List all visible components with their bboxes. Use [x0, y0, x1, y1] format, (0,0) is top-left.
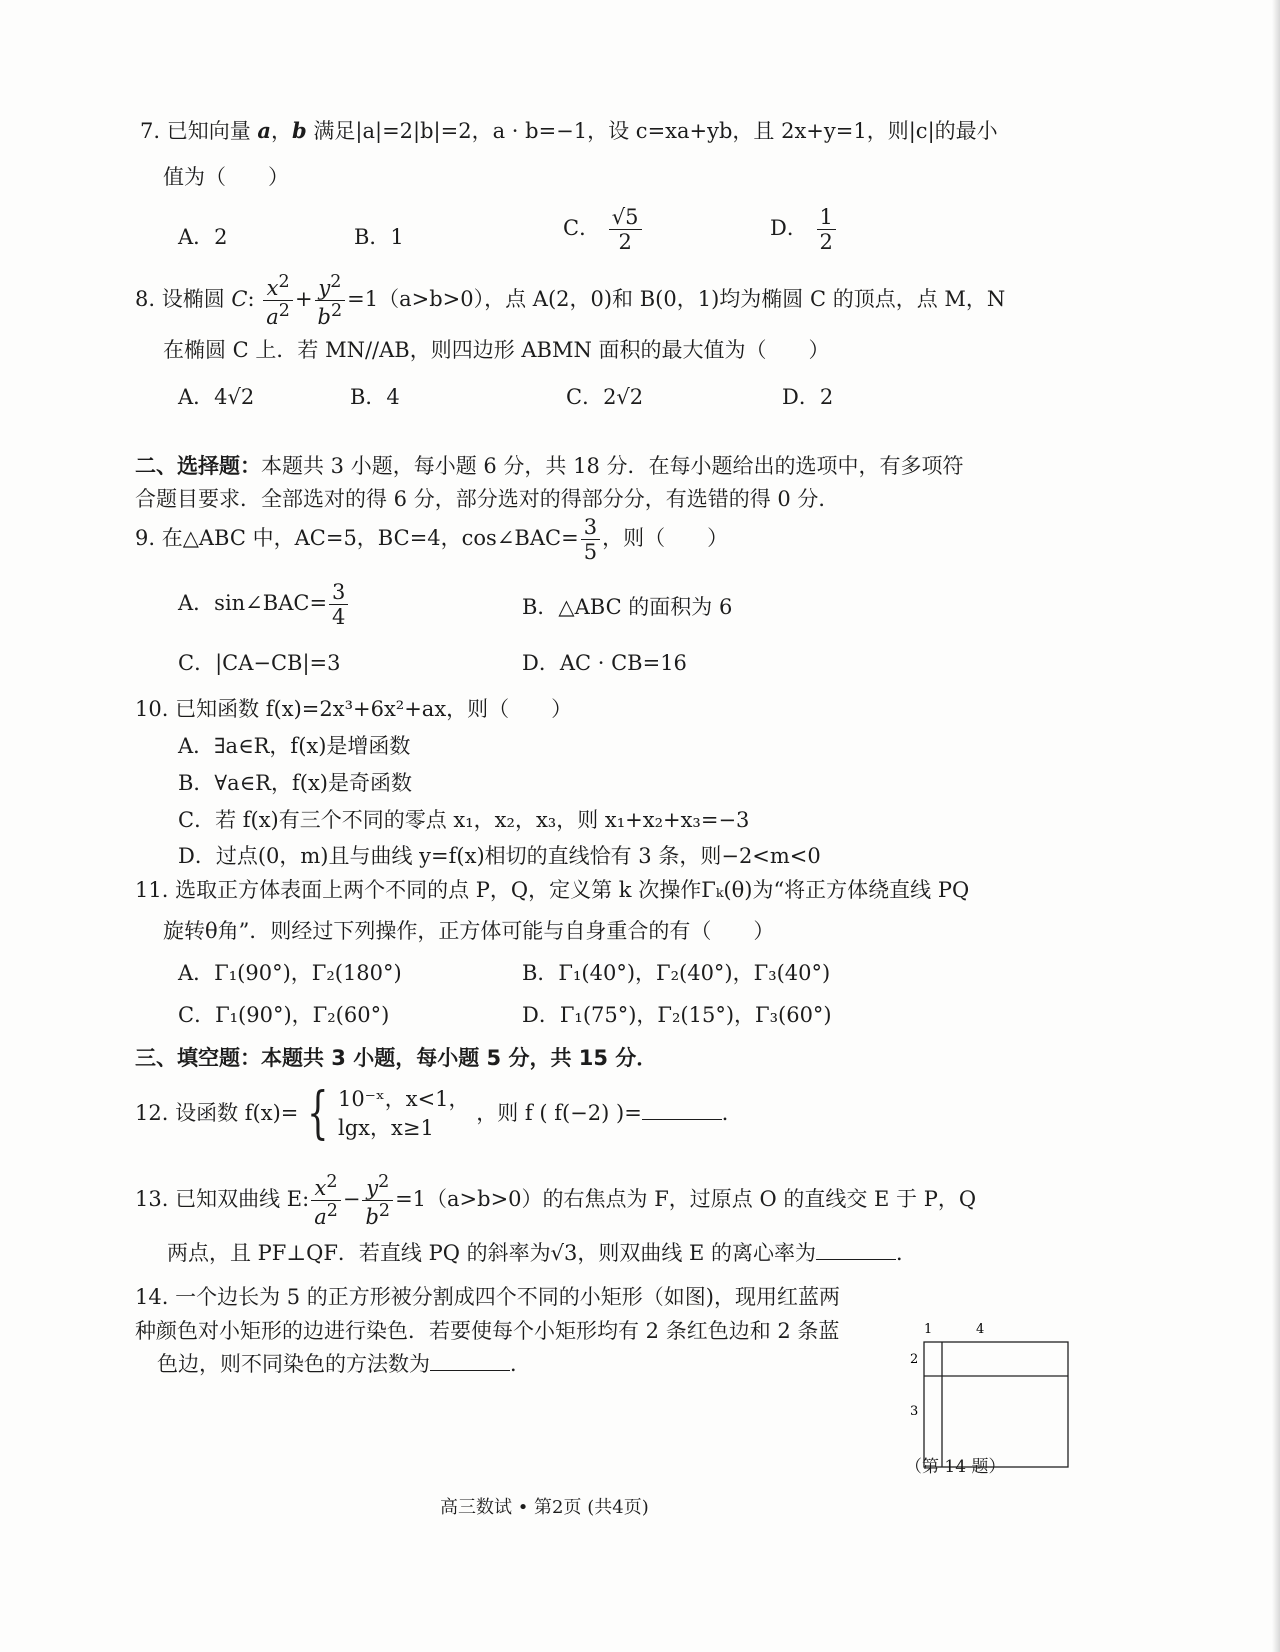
page-footer: 高三数试 • 第2页 (共4页) [440, 1497, 649, 1518]
q9-line1 [135, 515, 728, 564]
q14-caption: （第 14 题） [905, 1457, 1006, 1477]
q9-option-d: D．AC · CB=16 [522, 651, 687, 675]
q12-post: ，则 f ( f(−2) )= [476, 1100, 642, 1125]
q11-text1: 选取正方体表面上两个不同的点 P，Q，定义第 k 次操作Γₖ(θ)为“将正方体绕直线 PQ [175, 878, 970, 902]
q14-figure [910, 1312, 1082, 1472]
fig-outer-square [924, 1342, 1068, 1467]
q12-number: 12. [135, 1100, 169, 1125]
q10-option-c: C．若 f(x)有三个不同的零点 x₁，x₂，x₃，则 x₁+x₂+x₃=−3 [178, 808, 750, 832]
q14-line2: 种颜色对小矩形的边进行染色．若要使每个小矩形均有 2 条红色边和 2 条蓝 [135, 1319, 840, 1343]
q8-post: =1（a>b>0），点 A(2，0)和 B(0，1)均为椭圆 C 的顶点，点 M，N [347, 287, 1006, 312]
q12-line [135, 1081, 743, 1147]
q11-option-b: B．Γ₁(40°)，Γ₂(40°)，Γ₃(40°) [522, 961, 831, 985]
q9-option-a-fraction: $\frac{3}{4}$ [329, 580, 348, 629]
q14-end: ． [510, 1352, 531, 1376]
q7-cond1: |a|=2|b|=2， [355, 119, 493, 143]
q14-line3 [157, 1351, 531, 1377]
fig-label-top-1: 1 [924, 1322, 933, 1337]
q12-answer-blank[interactable] [642, 1101, 722, 1120]
q10-line1 [135, 696, 572, 722]
fig-label-left-3: 3 [910, 1404, 919, 1419]
q14-number: 14. [135, 1285, 169, 1309]
section3-heading: 三、填空题：本题共 3 小题，每小题 5 分，共 15 分． [135, 1046, 658, 1070]
q9-fraction: $\frac{3}{5}$ [581, 515, 600, 564]
q7-option-b: B．1 [354, 225, 404, 249]
q12-cases [338, 1085, 470, 1144]
q13-end: ． [896, 1241, 918, 1265]
q11-option-c: C．Γ₁(90°)，Γ₂(60°) [178, 1003, 390, 1027]
q12-case2: lgx，x≥1 [338, 1116, 434, 1141]
q11-line1 [135, 877, 969, 903]
q13-line1: 13. 已知双曲线 E: $\frac{x^2}{a^2}$ − $\frac{y^2}{b^2}$ =1（a>b>0）的右焦点为 F，过原点 O 的直线交 E 于 P，Q [135, 1172, 977, 1230]
q13-answer-blank[interactable] [816, 1241, 896, 1260]
q14-answer-blank[interactable] [430, 1352, 510, 1371]
q9-option-c: C．|CA−CB|=3 [178, 651, 341, 675]
q14-line1 [135, 1284, 840, 1310]
q11-line2: 旋转θ角”．则经过下列操作，正方体可能与自身重合的有（ ） [163, 919, 775, 943]
q8-number: 8. [135, 287, 156, 312]
q13-post: =1（a>b>0）的右焦点为 F，过原点 O 的直线交 E 于 P，Q [395, 1187, 977, 1212]
q7-text1: 已知向量 [166, 119, 251, 143]
q12-case1: 10⁻ˣ，x<1， [338, 1087, 470, 1111]
q7-option-d [770, 205, 838, 254]
q14-text1: 一个边长为 5 的正方形被分割成四个不同的小矩形（如图)，现用红蓝两 [175, 1285, 840, 1309]
q8-line2: 在椭圆 C 上．若 MN//AB，则四边形 ABMN 面积的最大值为（ ） [163, 338, 830, 362]
q12-end: ． [721, 1100, 743, 1125]
q8-frac-y: $\frac{y^2}{b^2}$ [315, 272, 346, 329]
q8-option-c: C．2√2 [566, 385, 644, 409]
q7-option-c [563, 205, 644, 254]
section2-line1 [135, 453, 964, 479]
q7-option-d-fraction: $\frac{1}{2}$ [817, 205, 836, 254]
q10-text: 已知函数 f(x)=2x³+6x²+ax，则（ ） [175, 697, 573, 721]
q7-option-d-label: D． [770, 216, 808, 241]
q13-number: 13. [135, 1187, 169, 1212]
q9-option-a-label: A．sin∠BAC= [178, 591, 328, 616]
q10-number: 10. [135, 697, 169, 721]
q7-line1: 7. 已知向量 a，b 满足|a|=2|b|=2，a · b=−1，设 c=xa+yb，且 2x+y=1，则|c|的最小 [140, 118, 998, 143]
q10-option-a: A．∃a∈R，f(x)是增函数 [178, 734, 411, 758]
q8-frac-x: $\frac{x^2}{a^2}$ [263, 272, 293, 329]
q13-line2 [167, 1240, 917, 1266]
q12-brace: { [307, 1081, 329, 1147]
fig-label-top-4: 4 [976, 1322, 985, 1337]
q14-text3: 色边，则不同染色的方法数为 [157, 1352, 430, 1376]
q9-text: 在△ABC 中，AC=5，BC=4，cos∠BAC= [161, 526, 579, 551]
q13-frac-y: $\frac{y^2}{b^2}$ [362, 1172, 393, 1229]
section2-heading: 二、选择题： [135, 454, 261, 478]
q7-option-c-fraction: $\frac{√5}{2}$ [609, 205, 642, 254]
q7-option-a: A．2 [178, 225, 228, 249]
q7-line2: 值为（ ） [163, 165, 289, 189]
scan-edge-shadow [1272, 0, 1280, 1652]
section2-text1: 本题共 3 小题，每小题 6 分，共 18 分．在每小题给出的选项中，有多项符 [261, 454, 964, 478]
q11-number: 11. [135, 878, 169, 902]
q7-cond2: a · b=−1，设 c=xa+yb，且 2x+y=1，则|c|的最小 [492, 119, 998, 143]
q9-tail: ，则（ ） [602, 526, 729, 551]
q9-number: 9. [135, 526, 156, 551]
q11-option-a: A．Γ₁(90°)，Γ₂(180°) [178, 961, 402, 985]
q8-option-a: A．4√2 [178, 385, 255, 409]
q12-pre: 设函数 f(x)= [175, 1100, 299, 1125]
q7-text2: 满足 [313, 119, 356, 143]
q13-pre: 已知双曲线 E: [175, 1187, 310, 1212]
fig-label-left-2: 2 [910, 1352, 919, 1367]
q10-option-b: B．∀a∈R，f(x)是奇函数 [178, 771, 412, 795]
q8-line1: 8. 设椭圆 C: $\frac{x^2}{a^2}$ + $\frac{y^2}{b^2}$ =1（a>b>0），点 A(2，0)和 B(0，1)均为椭圆 C 的顶点，点 M，N [135, 272, 1006, 330]
q7-option-c-label: C． [563, 216, 601, 241]
q11-option-d: D．Γ₁(75°)，Γ₂(15°)，Γ₃(60°) [522, 1003, 832, 1027]
q8-option-d: D．2 [782, 385, 834, 409]
q9-option-a [178, 580, 350, 629]
q13-text2: 两点，且 PF⊥QF．若直线 PQ 的斜率为√3，则双曲线 E 的离心率为 [167, 1241, 817, 1265]
q10-option-d: D．过点(0，m)且与曲线 y=f(x)相切的直线恰有 3 条，则−2<m<0 [178, 844, 821, 868]
q8-pre: 设椭圆 [161, 287, 225, 312]
section2-line2: 合题目要求．全部选对的得 6 分，部分选对的得部分分，有选错的得 0 分． [135, 487, 840, 511]
q8-option-b: B．4 [350, 385, 400, 409]
q7-number: 7. [140, 119, 161, 143]
q9-option-b: B．△ABC 的面积为 6 [522, 595, 733, 619]
q13-frac-x: $\frac{x^2}{a^2}$ [311, 1172, 341, 1229]
